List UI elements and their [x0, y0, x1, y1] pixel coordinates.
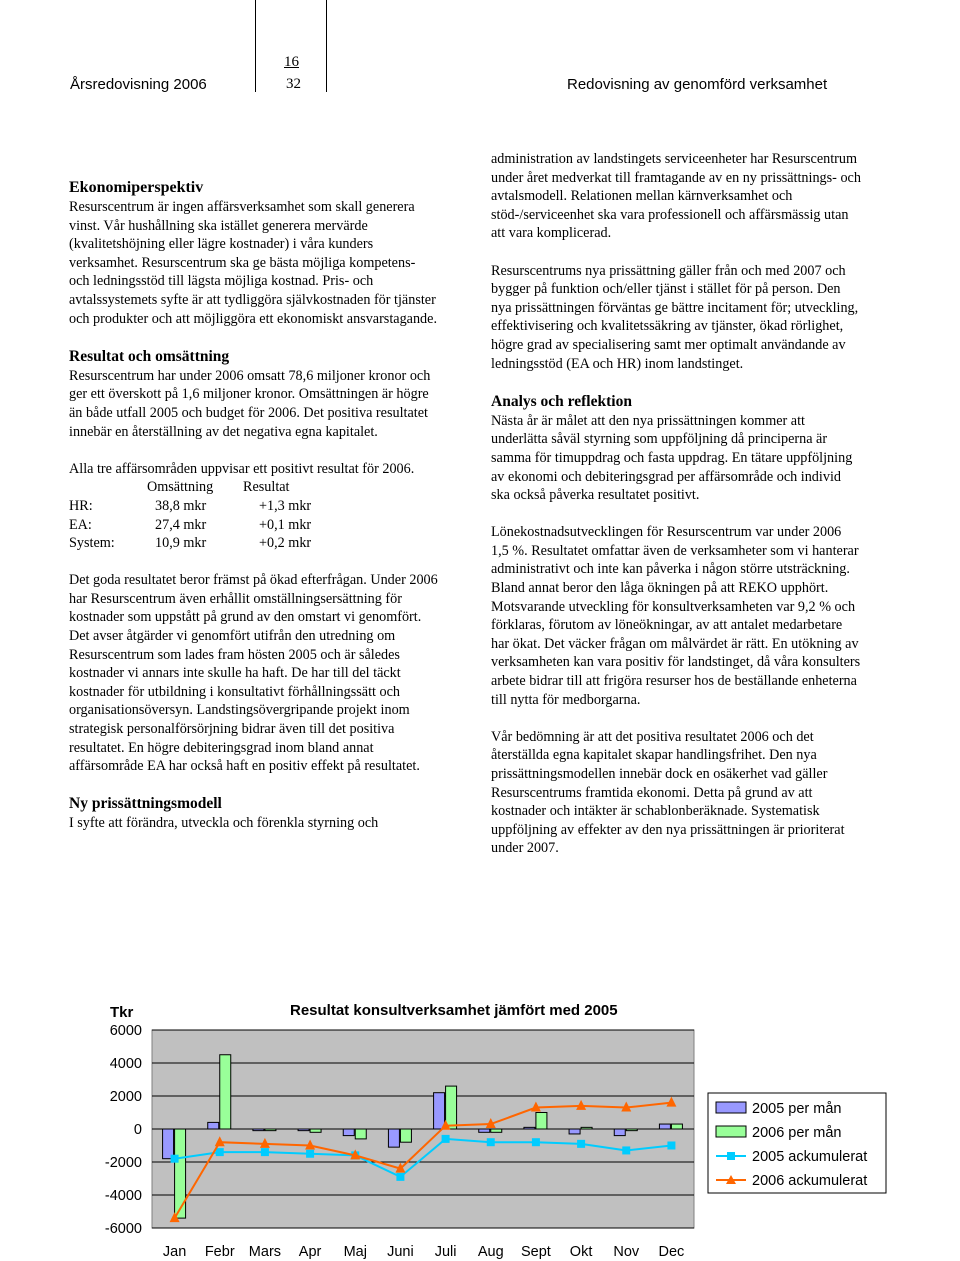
paragraph-ny: I syfte att förändra, utveckla och förenkla styrning och	[69, 815, 379, 832]
bar-2005	[163, 1129, 174, 1159]
paragraph-alla: Alla tre affärsområden uppvisar ett positivt resultat för 2006.	[69, 460, 415, 477]
x-tick-label: Sept	[520, 1244, 551, 1260]
bar-2006	[581, 1127, 592, 1129]
y-tick-label: -6000	[104, 1221, 142, 1237]
bar-2006	[626, 1129, 637, 1131]
y-tick-label: 4000	[109, 1056, 142, 1072]
page-number-top: 16	[284, 54, 299, 70]
right-column	[491, 150, 861, 877]
legend-marker-2005-acc	[727, 1152, 735, 1160]
paragraph-ekonomi: Resurscentrum är ingen affärsverksamhet som skall generera vinst. Vår hushållning ska istället generera mervärde (kvalitetshöjning eller lägre kostnader) i våra kunders verksamhet. Resurscentrum ska ge bästa möjliga kompetens- och ledningsstöd till lägsta möjliga kostnad. Pris- och avtalssystemets syfte är att tydliggöra självkostnaden för tjänster och produkter och att möjliggöra ett ekonomiskt ansvarstagande.	[69, 199, 437, 327]
table-cell	[69, 478, 147, 497]
point-2005-ackumulerat	[216, 1148, 224, 1156]
table-cell: HR:	[69, 497, 93, 514]
point-2005-ackumulerat	[577, 1140, 585, 1148]
bar-2005	[524, 1127, 535, 1129]
x-tick-label: Dec	[658, 1244, 685, 1260]
point-2005-ackumulerat	[532, 1138, 540, 1146]
header-left: Årsredovisning 2006	[70, 76, 207, 93]
result-chart	[0, 990, 960, 1261]
heading-resultat: Resultat och omsättning	[69, 347, 230, 365]
legend-label-2005-per-man: 2005 per mån	[752, 1101, 842, 1117]
bar-2005	[569, 1129, 580, 1134]
page-divider-left	[255, 0, 256, 92]
point-2005-ackumulerat	[487, 1138, 495, 1146]
point-2005-ackumulerat	[442, 1135, 450, 1143]
table-cell: +0,1 mkr	[259, 516, 312, 533]
y-tick-label: 2000	[109, 1089, 142, 1105]
heading-ny-prissattning: Ny prissättningsmodell	[69, 795, 222, 813]
x-tick-label: Febr	[204, 1244, 235, 1260]
legend-swatch-2006-bar	[716, 1126, 746, 1137]
paragraph-nasta-ar: Nästa år är målet att den nya prissättningen kommer att underlätta såväl styrning som uppföljning då principerna är samma för timuppdrag och fasta uppdrag. En tätare uppföljning av ekonomi och debiteringsgrad per affärsområde och individ ska också påverka resultatet positivt.	[491, 412, 853, 504]
y-tick-label: -4000	[104, 1188, 142, 1204]
bar-2006	[220, 1055, 231, 1129]
x-tick-label: Mars	[248, 1244, 282, 1260]
x-tick-label: Apr	[298, 1244, 322, 1260]
table-cell: 10,9 mkr	[155, 535, 207, 552]
left-column	[69, 178, 439, 852]
bar-2006	[400, 1129, 411, 1142]
bar-2006	[536, 1113, 547, 1130]
bar-2005	[614, 1129, 625, 1136]
bar-2006	[355, 1129, 366, 1139]
chart-legend	[708, 1093, 886, 1193]
paragraph-administration: administration av landstingets serviceenheter har Resurscentrum under året medverkat till framtagande av en ny prissättnings- och avtalsmodell. Relationen mellan kärnverksamhet och stöd-/serviceenhet ska vara professionell och affärsmässig utan att vara komplicerad.	[491, 151, 861, 242]
legend-swatch-2005-bar	[716, 1102, 746, 1113]
paragraph-bedomning: Vår bedömning är att det positiva resultatet 2006 och det återställda egna kapitalet skapar handlingsfrihet. Den nya prissättningsmodellen innebär dock en osäkerhet vad gäller Resurscentrums framtida ekonomi. Detta på grund av att kostnader och intäkter är schablonberäknade. Systematisk uppföljning av effekter av den nya prissättningen är prioriterat under 2007.	[491, 728, 845, 857]
point-2005-ackumulerat	[396, 1173, 404, 1181]
y-tick-label: -2000	[104, 1155, 142, 1171]
table-row	[69, 534, 311, 553]
table-cell: 27,4 mkr	[155, 516, 207, 533]
bar-2005	[388, 1129, 399, 1147]
y-tick-label: 6000	[109, 1023, 142, 1039]
bar-2005	[253, 1129, 264, 1131]
table-row	[69, 516, 311, 535]
point-2005-ackumulerat	[261, 1148, 269, 1156]
table-header-row	[69, 478, 311, 497]
x-tick-label: Nov	[613, 1244, 640, 1260]
bar-2006	[175, 1129, 186, 1218]
x-tick-label: Jan	[162, 1244, 187, 1260]
point-2005-ackumulerat	[171, 1155, 179, 1163]
table-cell: +1,3 mkr	[259, 497, 312, 514]
x-tick-label: Juni	[387, 1244, 414, 1260]
bar-2005	[343, 1129, 354, 1136]
legend-label-2006-ackumulerat: 2006 ackumulerat	[752, 1173, 868, 1189]
y-tick-label: 0	[133, 1122, 142, 1138]
heading-ekonomiperspektiv: Ekonomiperspektiv	[69, 179, 204, 196]
legend-label-2006-per-man: 2006 per mån	[752, 1125, 842, 1141]
bar-2005	[434, 1093, 445, 1129]
point-2005-ackumulerat	[306, 1150, 314, 1158]
bar-2006	[491, 1129, 502, 1132]
table-cell: EA:	[69, 516, 92, 533]
heading-analys: Analys och reflektion	[491, 392, 632, 410]
point-2005-ackumulerat	[622, 1146, 630, 1154]
header-right: Redovisning av genomförd verksamhet	[567, 76, 828, 93]
bar-2005	[479, 1129, 490, 1132]
bar-2006	[310, 1129, 321, 1132]
bar-2006	[671, 1124, 682, 1129]
paragraph-prissattning: Resurscentrums nya prissättning gäller från och med 2007 och bygger på funktion och/eller tjänst i stället för på person. Den nya prissättningen förväntas ge bättre incitament för; utveckling, effektivisering och kvalitetssäkring av tjänster, ökad rörlighet, högre grad av specialisering samt mer optimalt användande av ledningsstöd (EA och HR) inom landstinget.	[491, 262, 859, 372]
paragraph-goda: Det goda resultatet beror främst på ökad efterfrågan. Under 2006 har Resurscentrum även erhållit omställningsersättning för kostnader som uppstått på grund av den omstart vi genomfört. Det avser åtgärder vi genomfört utifrån den utredning om Resurscentrum som lades fram hösten 2005 och är således kostnader vi annars inte skulle ha haft. De har till del täckt kostnader för utbildning i konsultativt förhållningssätt och organisationsöversyn. Landstingsövergripande projekt inom strategisk personalförsörjning bidrar även till det positiva resultatet. En högre debiteringsgrad inom bland annat affärsområde EA har också haft en positiv effekt på resultatet.	[69, 572, 438, 775]
bar-2005	[298, 1129, 309, 1131]
paragraph-lonekostnad: Lönekostnadsutvecklingen för Resurscentrum var under 2006 1,5 %. Resultatet omfattar även de verksamheter som vi hanterar administrativt och inte kan påverka i någon större utsträckning. Bland annat beror den låga ökningen på att REKO upphört. Motsvarande utveckling för konsultverksamheten var 9,2 % och förklaras, förutom av löneökningar, av att antalet medarbetare har ökat. Det väcker frågan om målvärdet är rätt. En utökning av verksamheten kan vara positiv för landstinget, då våra konsulters arbete bidrar till att frigöra resurser hos de beställande enheterna till nytta för medborgarna.	[491, 524, 861, 708]
page-number-bottom: 32	[286, 76, 301, 92]
bar-2006	[446, 1086, 457, 1129]
page-divider-right	[326, 0, 327, 92]
bar-2006	[265, 1129, 276, 1131]
x-tick-label: Maj	[343, 1244, 367, 1260]
bar-2005	[659, 1124, 670, 1129]
legend-label-2005-ackumulerat: 2005 ackumulerat	[752, 1149, 868, 1165]
point-2005-ackumulerat	[667, 1142, 675, 1150]
x-tick-label: Juli	[434, 1244, 457, 1260]
chart-title: Resultat konsultverksamhet jämfört med 2005	[290, 1002, 618, 1019]
x-tick-label: Aug	[477, 1244, 504, 1260]
table-row	[69, 497, 311, 516]
chart-ylabel: Tkr	[110, 1004, 134, 1021]
results-table	[69, 478, 311, 552]
bar-2005	[208, 1122, 219, 1129]
table-cell: System:	[69, 535, 115, 552]
table-cell: 38,8 mkr	[155, 497, 207, 514]
table-cell: +0,2 mkr	[259, 535, 312, 552]
table-header-omsattning: Omsättning	[147, 479, 214, 496]
x-tick-label: Okt	[569, 1244, 593, 1260]
table-header-resultat: Resultat	[243, 479, 290, 496]
paragraph-resultat: Resurscentrum har under 2006 omsatt 78,6 miljoner kronor och ger ett överskott på 1,6 miljoner kronor. Omsättningen är högre än både utfall 2005 och budget för 2006. Det positiva resultatet innebär en återställning av det negativa egna kapitalet.	[69, 367, 431, 440]
